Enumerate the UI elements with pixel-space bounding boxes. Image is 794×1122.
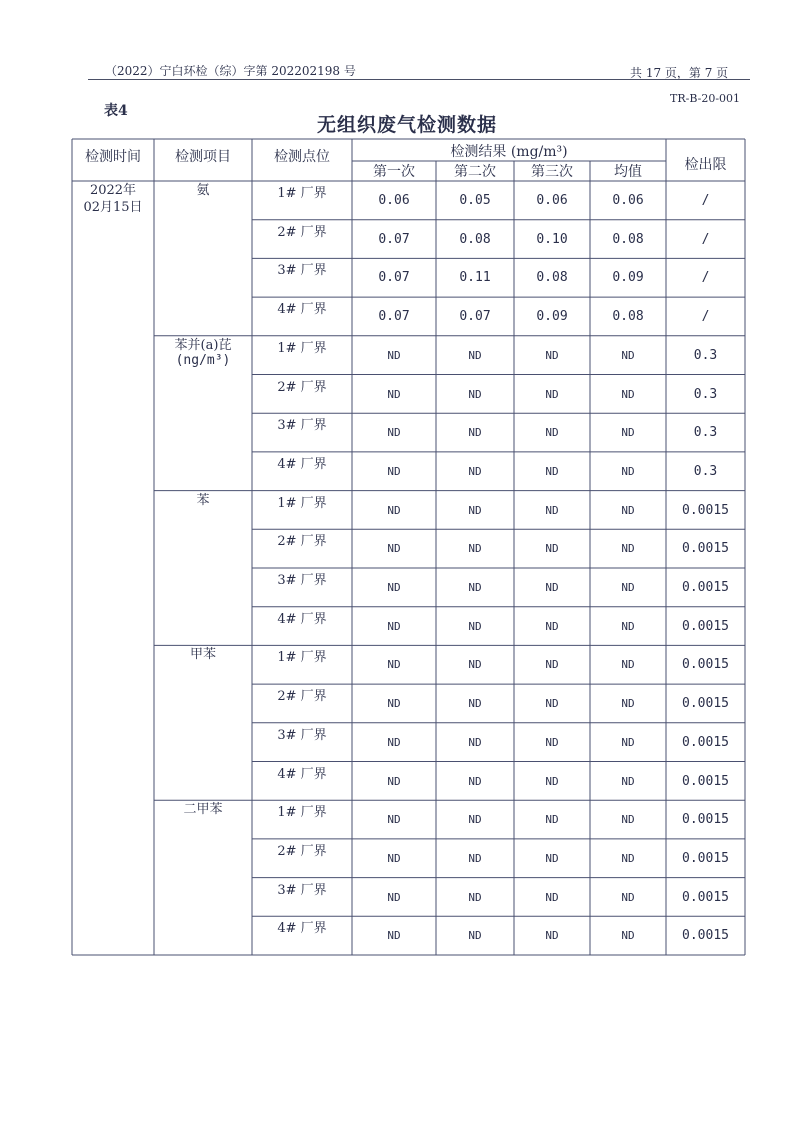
- document-code: TR-B-20-001: [670, 92, 741, 105]
- result-second: ND: [468, 658, 482, 672]
- result-first: ND: [387, 890, 401, 904]
- detection-limit: 0.0015: [682, 889, 729, 905]
- column-header-point: 检测点位: [274, 149, 330, 165]
- result-third: ND: [545, 813, 559, 827]
- result-average: 0.08: [612, 231, 644, 247]
- detection-limit: 0.0015: [682, 773, 729, 789]
- result-second: ND: [468, 464, 482, 478]
- column-header-third: 第三次: [531, 164, 573, 180]
- result-first: ND: [387, 851, 401, 865]
- monitoring-point: 3# 厂界: [277, 573, 327, 588]
- column-header-second: 第二次: [454, 164, 496, 180]
- detection-limit: 0.0015: [682, 850, 729, 866]
- monitoring-point: 3# 厂界: [277, 418, 327, 434]
- pollutant-name: 苯并(a)芘: [174, 337, 232, 353]
- monitoring-point: 4# 厂界: [277, 302, 327, 318]
- page-title: 无组织废气检测数据: [316, 114, 497, 136]
- result-average: ND: [621, 813, 635, 827]
- sampling-date-year: 2022年: [89, 183, 137, 198]
- detection-limit: /: [701, 231, 710, 247]
- result-average: ND: [621, 387, 635, 401]
- detection-limit: /: [701, 309, 710, 325]
- result-average: ND: [621, 619, 635, 633]
- result-third: ND: [545, 658, 559, 672]
- column-header-first: 第一次: [373, 164, 415, 180]
- column-header-results: 检测结果 (mg/m³): [450, 144, 568, 160]
- detection-limit: 0.0015: [682, 657, 729, 673]
- monitoring-point: 1# 厂界: [277, 186, 327, 201]
- result-third: ND: [545, 426, 559, 440]
- detection-limit: 0.0015: [682, 618, 729, 634]
- result-third: ND: [545, 348, 559, 362]
- monitoring-point: 1# 厂界: [277, 650, 327, 666]
- result-second: ND: [468, 387, 482, 401]
- result-first: ND: [387, 658, 401, 672]
- monitoring-point: 4# 厂界: [277, 921, 327, 937]
- result-first: ND: [387, 464, 401, 478]
- result-third: 0.09: [536, 309, 568, 325]
- result-third: ND: [545, 735, 559, 749]
- detection-limit: 0.0015: [682, 541, 729, 557]
- result-first: ND: [387, 697, 401, 711]
- result-third: ND: [545, 929, 559, 943]
- column-header-limit: 检出限: [684, 157, 727, 173]
- result-second: ND: [468, 851, 482, 865]
- pollutant-name: 甲苯: [189, 647, 216, 663]
- result-second: ND: [468, 697, 482, 711]
- result-second: ND: [468, 890, 482, 904]
- result-third: ND: [545, 619, 559, 633]
- result-third: ND: [545, 890, 559, 904]
- monitoring-point: 2# 厂界: [277, 534, 327, 550]
- result-third: ND: [545, 503, 559, 517]
- monitoring-point: 3# 厂界: [277, 263, 327, 279]
- result-second: ND: [468, 619, 482, 633]
- monitoring-point: 4# 厂界: [277, 766, 327, 782]
- result-average: ND: [621, 697, 635, 711]
- result-second: ND: [468, 503, 482, 517]
- result-second: 0.08: [459, 231, 491, 247]
- monitoring-point: 4# 厂界: [277, 456, 327, 472]
- pollutant-name: 二甲苯: [183, 802, 223, 818]
- result-first: ND: [387, 387, 401, 401]
- detection-limit: 0.0015: [682, 928, 729, 944]
- detection-limit: 0.0015: [682, 812, 729, 828]
- monitoring-point: 2# 厂界: [277, 843, 327, 859]
- column-header-average: 均值: [614, 164, 642, 180]
- result-average: ND: [621, 658, 635, 672]
- result-first: ND: [387, 619, 401, 633]
- monitoring-point: 2# 厂界: [277, 379, 327, 395]
- detection-limit: 0.3: [693, 463, 718, 479]
- result-second: ND: [468, 542, 482, 556]
- result-second: ND: [468, 581, 482, 594]
- monitoring-point: 4# 厂界: [277, 611, 327, 627]
- detection-limit: 0.0015: [682, 502, 729, 518]
- pollutant-unit: (ng/m³): [175, 352, 231, 368]
- result-average: ND: [621, 929, 635, 943]
- monitoring-point: 3# 厂界: [277, 882, 327, 898]
- result-average: ND: [621, 348, 635, 362]
- result-third: ND: [545, 542, 559, 556]
- detection-limit: /: [701, 270, 710, 286]
- pollutant-name: 苯: [196, 492, 210, 508]
- result-second: 0.05: [459, 193, 491, 208]
- result-second: ND: [468, 774, 482, 788]
- result-third: ND: [545, 387, 559, 401]
- result-average: ND: [621, 890, 635, 904]
- result-second: ND: [468, 735, 482, 749]
- result-third: ND: [545, 851, 559, 865]
- detection-limit: 0.3: [693, 386, 718, 402]
- result-second: ND: [468, 426, 482, 440]
- result-second: 0.11: [459, 270, 491, 286]
- result-third: 0.06: [536, 193, 568, 208]
- pollutant-name: 氨: [196, 183, 210, 198]
- result-third: 0.08: [536, 270, 568, 286]
- monitoring-point: 1# 厂界: [277, 340, 327, 356]
- result-first: ND: [387, 581, 401, 594]
- sampling-date-day: 02月15日: [83, 200, 143, 215]
- column-header-item: 检测项目: [175, 149, 231, 165]
- result-third: ND: [545, 774, 559, 788]
- column-header-time: 检测时间: [85, 149, 141, 165]
- result-first: ND: [387, 735, 401, 749]
- result-average: ND: [621, 851, 635, 865]
- result-second: 0.07: [459, 309, 491, 325]
- result-first: ND: [387, 503, 401, 517]
- monitoring-point: 1# 厂界: [277, 805, 327, 821]
- result-third: ND: [545, 464, 559, 478]
- result-second: ND: [468, 348, 482, 362]
- result-average: 0.08: [612, 309, 644, 325]
- result-first: ND: [387, 426, 401, 440]
- page-info: 共 17 页，第 7 页: [630, 66, 729, 80]
- monitoring-point: 2# 厂界: [277, 224, 327, 240]
- monitoring-point: 1# 厂界: [277, 495, 327, 511]
- result-average: ND: [621, 581, 635, 594]
- result-average: ND: [621, 774, 635, 788]
- result-first: 0.07: [378, 309, 410, 325]
- result-first: ND: [387, 929, 401, 943]
- result-third: 0.10: [536, 231, 568, 247]
- monitoring-point: 2# 厂界: [277, 689, 327, 705]
- result-first: 0.06: [378, 193, 410, 208]
- result-average: 0.09: [612, 270, 644, 286]
- result-average: ND: [621, 426, 635, 440]
- detection-limit: 0.3: [693, 347, 718, 363]
- result-average: ND: [621, 464, 635, 478]
- result-first: ND: [387, 813, 401, 827]
- detection-limit: 0.0015: [682, 734, 729, 750]
- result-average: ND: [621, 503, 635, 517]
- result-average: 0.06: [612, 193, 644, 208]
- detection-limit: 0.3: [693, 425, 718, 441]
- detection-limit: 0.0015: [682, 696, 729, 712]
- result-third: ND: [545, 581, 559, 594]
- result-average: ND: [621, 735, 635, 749]
- result-third: ND: [545, 697, 559, 711]
- result-average: ND: [621, 542, 635, 556]
- result-second: ND: [468, 813, 482, 827]
- result-second: ND: [468, 929, 482, 943]
- detection-limit: 0.0015: [682, 580, 729, 595]
- result-first: ND: [387, 542, 401, 556]
- result-first: ND: [387, 348, 401, 362]
- result-first: 0.07: [378, 270, 410, 286]
- result-first: 0.07: [378, 231, 410, 247]
- report-number: （2022）宁白环检（综）字第 202202198 号: [105, 64, 356, 78]
- monitoring-point: 3# 厂界: [277, 727, 327, 743]
- table-label: 表4: [104, 103, 128, 119]
- detection-limit: /: [701, 193, 710, 208]
- result-first: ND: [387, 774, 401, 788]
